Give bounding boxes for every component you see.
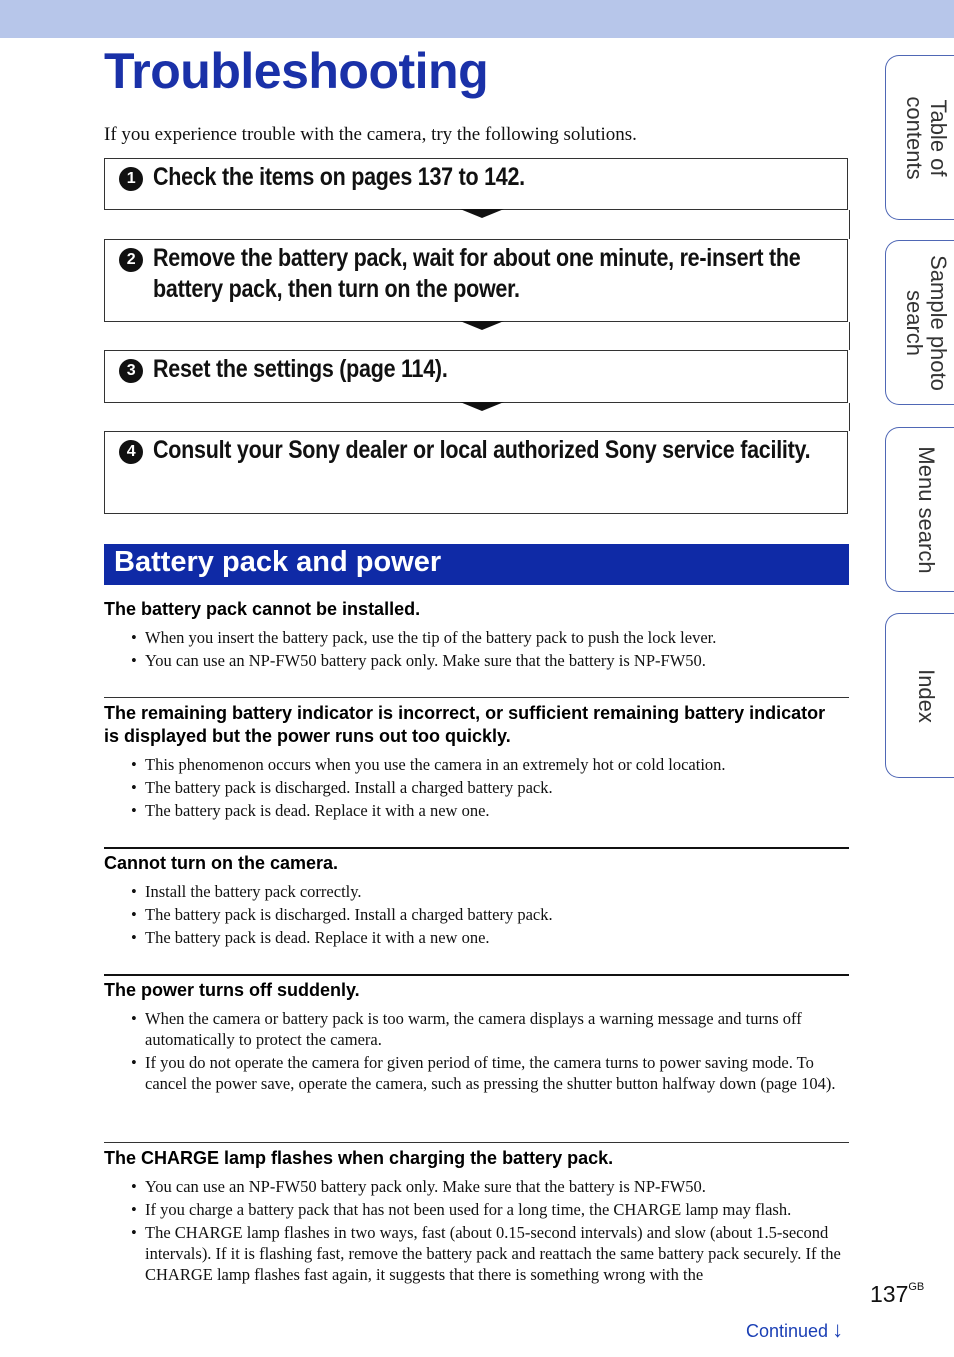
step-text: Check the items on pages 137 to 142. xyxy=(153,163,525,191)
list-item: • The battery pack is dead. Replace it with a new one. xyxy=(131,927,847,948)
list-item: • When the camera or battery pack is too warm, the camera displays a warning message and turns off automatically to protect the camera. xyxy=(131,1008,847,1050)
page-number-value: 137 xyxy=(870,1281,909,1307)
divider xyxy=(104,974,849,976)
solution-list xyxy=(131,754,847,823)
solution-list xyxy=(131,1176,847,1287)
divider xyxy=(104,697,849,698)
page-title: Troubleshooting xyxy=(104,43,489,99)
list-item: • Install the battery pack correctly. xyxy=(131,881,847,902)
problem-heading: The CHARGE lamp flashes when charging the battery pack. xyxy=(104,1148,614,1168)
step-box-3 xyxy=(104,350,848,403)
step-text: Reset the settings (page 114). xyxy=(153,355,448,383)
list-item: • This phenomenon occurs when you use the camera in an extremely hot or cold location. xyxy=(131,754,847,775)
section-heading: Battery pack and power xyxy=(104,544,849,585)
arrow-down-icon: ↓ xyxy=(832,1317,844,1342)
problem-heading: The power turns off suddenly. xyxy=(104,980,360,1000)
solution-list xyxy=(131,627,847,673)
page-number xyxy=(870,1281,924,1308)
list-item: • When you insert the battery pack, use the tip of the battery pack to push the lock lever. xyxy=(131,627,847,648)
header-band xyxy=(0,0,954,38)
page-number-suffix: GB xyxy=(908,1281,925,1293)
step-text: Remove the battery pack, wait for about one minute, re-insert the battery pack, then turn on the power. xyxy=(153,244,801,303)
list-item: • The battery pack is discharged. Install a charged battery pack. xyxy=(131,777,847,798)
tab-index[interactable] xyxy=(885,613,954,778)
divider xyxy=(104,847,849,849)
list-item: • The CHARGE lamp flashes in two ways, fast (about 0.15-second intervals) and slow (about 1.5-second intervals). If it is flashing fast, remove the battery pack and reattach the same battery pack securely. If the CHARGE lamp flashes fast again, it suggests that there is something wrong with the xyxy=(131,1222,847,1285)
tab-sample-photo-search[interactable] xyxy=(885,240,954,405)
continued-link[interactable] xyxy=(746,1317,843,1343)
problem-heading: The battery pack cannot be installed. xyxy=(104,599,421,619)
connector-line xyxy=(849,322,850,350)
arrow-down-icon xyxy=(460,209,504,218)
tab-label: Table of contents xyxy=(901,95,951,180)
list-item: • If you do not operate the camera for given period of time, the camera turns to power saving mode. To cancel the power save, operate the camera, such as pressing the shutter button halfway down (page 104). xyxy=(131,1052,847,1094)
list-item: • The battery pack is discharged. Install a charged battery pack. xyxy=(131,904,847,925)
step-number-1-icon: 1 xyxy=(119,167,143,191)
problem-heading: The remaining battery indicator is incorrect, or sufficient remaining battery indicator is displayed but the power runs out too quickly. xyxy=(104,703,826,746)
solution-list xyxy=(131,1008,847,1096)
solution-list xyxy=(131,881,847,950)
step-box-4 xyxy=(104,431,848,514)
list-item: • The battery pack is dead. Replace it with a new one. xyxy=(131,800,847,821)
step-box-2 xyxy=(104,239,848,322)
step-number-4-icon: 4 xyxy=(119,440,143,464)
arrow-down-icon xyxy=(460,402,504,411)
tab-label: Index xyxy=(913,668,939,723)
continued-label: Continued xyxy=(746,1321,829,1341)
tab-table-of-contents[interactable] xyxy=(885,55,954,220)
tab-label: Sample photo search xyxy=(901,254,951,391)
step-number-2-icon: 2 xyxy=(119,248,143,272)
tab-label: Menu search xyxy=(913,445,939,574)
arrow-down-icon xyxy=(460,321,504,330)
list-item: • If you charge a battery pack that has not been used for a long time, the CHARGE lamp may flash. xyxy=(131,1199,847,1220)
divider xyxy=(104,1142,849,1143)
problem-heading: Cannot turn on the camera. xyxy=(104,853,339,873)
step-number-3-icon: 3 xyxy=(119,359,143,383)
list-item: • You can use an NP-FW50 battery pack only. Make sure that the battery is NP-FW50. xyxy=(131,1176,847,1197)
list-item: • You can use an NP-FW50 battery pack only. Make sure that the battery is NP-FW50. xyxy=(131,650,847,671)
connector-line xyxy=(849,403,850,431)
tab-menu-search[interactable] xyxy=(885,427,954,592)
step-text: Consult your Sony dealer or local authorized Sony service facility. xyxy=(153,436,811,464)
step-box-1 xyxy=(104,158,848,210)
intro-text: If you experience trouble with the camera, try the following solutions. xyxy=(104,124,637,145)
connector-line xyxy=(849,210,850,239)
